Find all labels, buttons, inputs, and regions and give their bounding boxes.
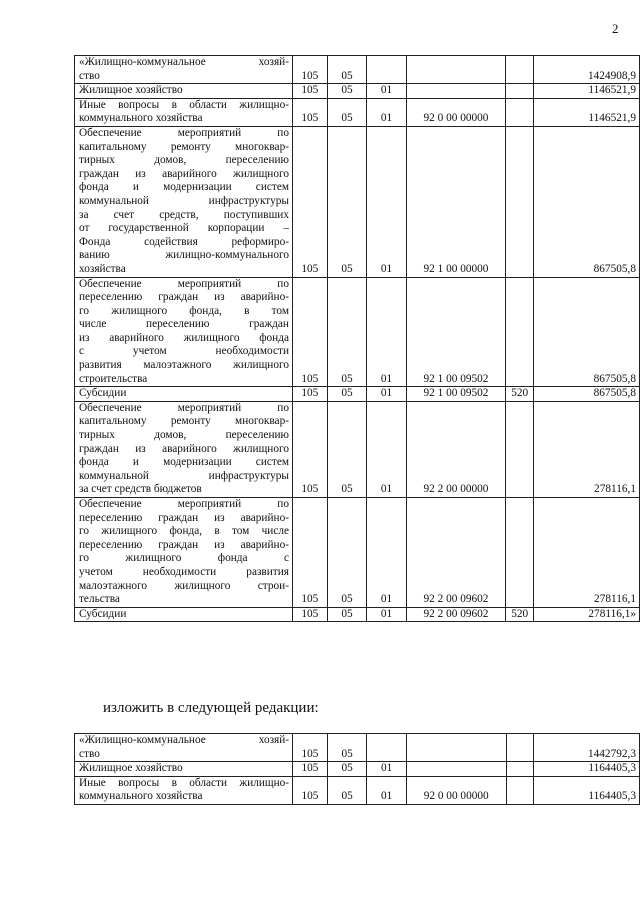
target-article-cell [406,734,506,762]
row-name-line: «Жилищно-коммунальное хозяй- [79,734,290,746]
expense-type-cell: 520 [506,607,534,622]
row-name-line: Жилищное хозяйство [79,84,183,97]
ministry-code-cell: 105 [292,498,327,608]
amount-cell: 1146521,9 [534,98,640,126]
table-row [75,387,640,402]
table-row [75,84,640,99]
ministry-code-cell: 105 [293,776,328,804]
target-article-cell [406,84,506,99]
ministry-code-cell: 105 [292,401,327,497]
subsection-code-cell: 01 [367,84,407,99]
table-row [75,126,640,277]
row-name-line: капитальному ремонту многоквар- [79,415,289,428]
row-name-line: с учетом необходимости [79,345,289,358]
row-name-line: из аварийного жилищного фонда [79,331,289,344]
row-name-line: малоэтажного жилищного строи- [79,579,289,592]
row-name-line: от государственной корпорации – [79,222,289,235]
subsection-code-cell: 01 [367,607,407,622]
row-name-line: коммунального хозяйства [79,112,203,125]
expense-type-cell: 520 [506,387,534,402]
table-row [75,734,640,762]
section-code-cell: 05 [327,84,367,99]
row-name-line: строительства [79,372,148,385]
page-number: 2 [612,21,619,36]
target-article-cell: 92 1 00 09502 [406,277,506,387]
ministry-code-cell: 105 [293,762,328,777]
section-code-cell: 05 [327,734,367,762]
expense-type-cell [506,84,534,99]
budget-table-new-edition [74,733,640,805]
row-name-line: Обеспечение мероприятий по [79,498,289,510]
amount-cell: 1442792,3 [534,734,640,762]
row-name-line: коммунальной инфраструктуры [79,194,289,207]
row-name-line: тирных домов, переселению [79,429,289,442]
section-code-cell: 05 [327,56,367,84]
row-name-line: развития малоэтажного жилищного [79,359,289,372]
row-name-cell [75,84,293,99]
row-name-cell [75,607,293,622]
row-name-line: ванию жилищно-коммунального [79,249,289,262]
ministry-code-cell: 105 [292,56,327,84]
amount-cell: 278116,1 [534,498,640,608]
section-code-cell: 05 [327,776,367,804]
target-article-cell [406,762,506,777]
row-name-cell [75,734,293,762]
row-name-line: коммунальной инфраструктуры [79,469,289,482]
ministry-code-cell: 105 [293,734,328,762]
row-name-line: го жилищного фонда с [79,552,289,565]
row-name-line: капитальному ремонту многоквар- [79,140,289,153]
row-name-cell [75,762,293,777]
section-code-cell: 05 [327,126,367,277]
row-name-line: го жилищного фонда, в том [79,304,289,317]
target-article-cell: 92 0 00 00000 [406,98,506,126]
subsection-code-cell: 01 [367,387,407,402]
row-name-line: Субсидии [79,607,127,620]
expense-type-cell [506,776,534,804]
amount-cell: 1424908,9 [534,56,640,84]
table-body [75,56,640,622]
subsection-code-cell [367,56,407,84]
row-name-cell [75,401,293,497]
expense-type-cell [506,734,534,762]
row-name-line: Фонда содействия реформиро- [79,235,289,248]
row-name-line: Субсидии [79,387,127,400]
row-name-line: коммунального хозяйства [79,790,203,803]
table-row [75,56,640,84]
subsection-code-cell: 01 [367,762,407,777]
table-row [75,498,640,608]
subsection-code-cell: 01 [367,126,407,277]
subsection-code-cell [367,734,407,762]
expense-type-cell [506,56,534,84]
transition-text: изложить в следующей редакции: [103,700,319,716]
subsection-code-cell: 01 [367,98,407,126]
section-code-cell: 05 [327,498,367,608]
row-name-line: Обеспечение мероприятий по [79,277,289,290]
row-name-cell [75,498,293,608]
expense-type-cell [506,98,534,126]
row-name-line: переселению граждан из аварийно- [79,538,289,551]
row-name-line: учетом необходимости развития [79,565,289,578]
target-article-cell: 92 2 00 00000 [406,401,506,497]
amount-cell: 867505,8 [534,126,640,277]
expense-type-cell [506,401,534,497]
row-name-cell [75,56,293,84]
target-article-cell [406,56,506,84]
subsection-code-cell: 01 [367,498,407,608]
amount-cell: 1164405,3 [534,776,640,804]
section-code-cell: 05 [327,277,367,387]
row-name-cell [75,387,293,402]
row-name-line: переселению граждан из аварийно- [79,291,289,304]
expense-type-cell [506,277,534,387]
row-name-line: ство [79,747,100,760]
target-article-cell: 92 2 00 09602 [406,607,506,622]
row-name-line: граждан из аварийного жилищного [79,442,289,455]
table-body [75,734,640,805]
row-name-line: тельства [79,593,120,606]
table-row [75,401,640,497]
target-article-cell: 92 2 00 09602 [406,498,506,608]
subsection-code-cell: 01 [367,401,407,497]
target-article-cell: 92 1 00 09502 [406,387,506,402]
section-code-cell: 05 [327,387,367,402]
row-name-cell [75,277,293,387]
expense-type-cell [506,126,534,277]
row-name-line: за счет средств бюджетов [79,483,202,496]
table-row [75,776,640,804]
amount-cell: 867505,8 [534,387,640,402]
table-row [75,98,640,126]
ministry-code-cell: 105 [292,387,327,402]
row-name-line: Обеспечение мероприятий по [79,401,289,414]
ministry-code-cell: 105 [292,126,327,277]
row-name-line: Жилищное хозяйство [79,762,183,775]
row-name-line: фонда и модернизации систем [79,181,289,194]
section-code-cell: 05 [327,401,367,497]
ministry-code-cell: 105 [292,98,327,126]
row-name-line: за счет средств, поступивших [79,208,289,221]
subsection-code-cell: 01 [367,277,407,387]
row-name-line: «Жилищно-коммунальное хозяй- [79,56,289,68]
amount-cell: 867505,8 [534,277,640,387]
ministry-code-cell: 105 [292,607,327,622]
amount-cell: 278116,1» [534,607,640,622]
row-name-cell [75,98,293,126]
row-name-line: числе переселению граждан [79,318,289,331]
amount-cell: 1164405,3 [534,762,640,777]
expense-type-cell [506,498,534,608]
row-name-cell [75,776,293,804]
row-name-line: граждан из аварийного жилищного [79,167,289,180]
amount-cell: 278116,1 [534,401,640,497]
row-name-line: ство [79,69,100,82]
row-name-line: фонда и модернизации систем [79,456,289,469]
row-name-line: переселению граждан из аварийно- [79,511,289,524]
row-name-line: Иные вопросы в области жилищно- [79,98,289,111]
row-name-cell [75,126,293,277]
budget-table-original [74,55,640,622]
row-name-line: Обеспечение мероприятий по [79,126,289,139]
section-code-cell: 05 [327,98,367,126]
amount-cell: 1146521,9 [534,84,640,99]
expense-type-cell [506,762,534,777]
section-code-cell: 05 [327,762,367,777]
row-name-line: хозяйства [79,262,126,275]
subsection-code-cell: 01 [367,776,407,804]
row-name-line: тирных домов, переселению [79,154,289,167]
target-article-cell: 92 0 00 00000 [406,776,506,804]
row-name-line: го жилищного фонда, в том числе [79,525,289,538]
table-row [75,277,640,387]
table-row [75,762,640,777]
table-row [75,607,640,622]
target-article-cell: 92 1 00 00000 [406,126,506,277]
section-code-cell: 05 [327,607,367,622]
ministry-code-cell: 105 [292,84,327,99]
ministry-code-cell: 105 [292,277,327,387]
row-name-line: Иные вопросы в области жилищно- [79,776,290,789]
